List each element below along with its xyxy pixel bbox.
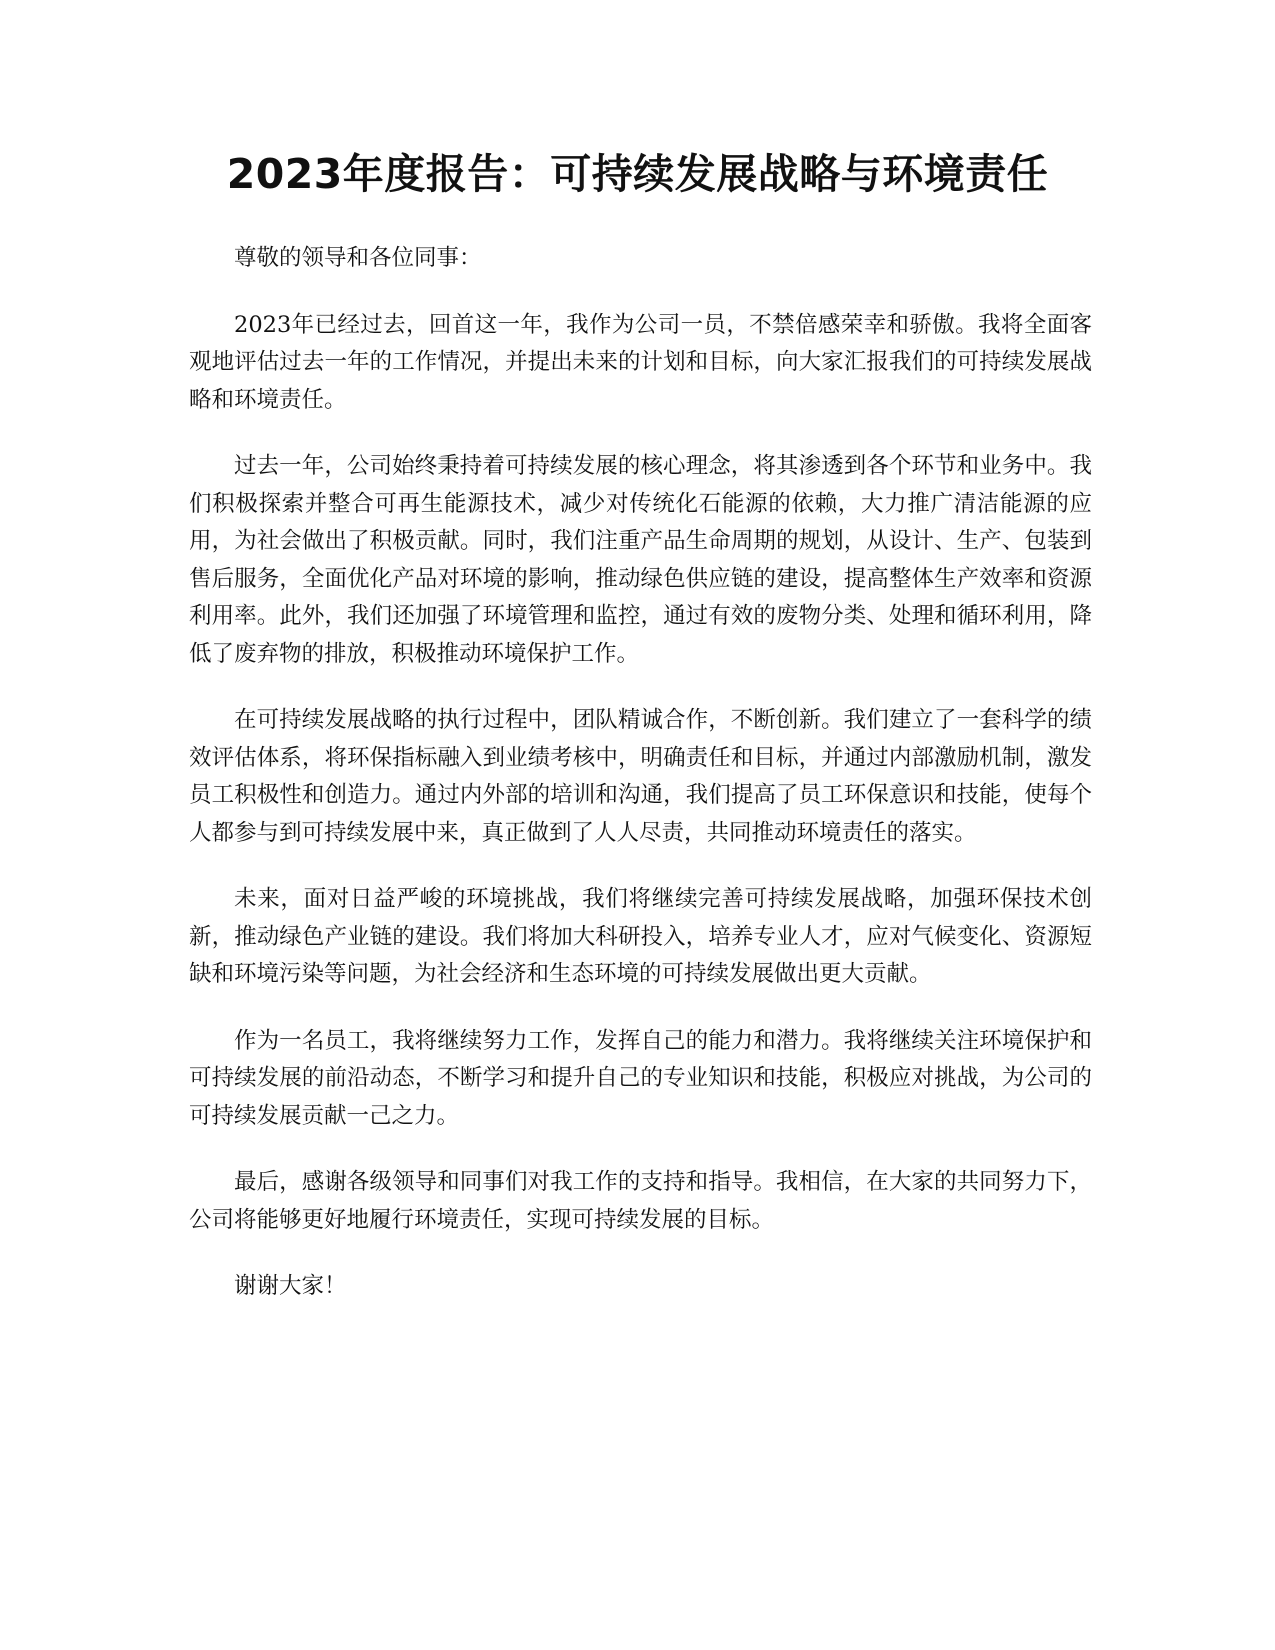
document-body — [189, 240, 1092, 1335]
paragraph-personal: 作为一名员工，我将继续努力工作，发挥自己的能力和潜力。我将继续关注环境保护和可持续发展的前沿动态，不断学习和提升自己的专业知识和技能，积极应对挑战，为公司的可持续发展贡献一己之力。 — [189, 1027, 1092, 1129]
paragraph-thanks: 最后，感谢各级领导和同事们对我工作的支持和指导。我相信，在大家的共同努力下，公司将能够更好地履行环境责任，实现可持续发展的目标。 — [189, 1169, 1092, 1233]
paragraph-execution: 在可持续发展战略的执行过程中，团队精诚合作，不断创新。我们建立了一套科学的绩效评估体系，将环保指标融入到业绩考核中，明确责任和目标，并通过内部激励机制，激发员工积极性和创造力。通过内外部的培训和沟通，我们提高了员工环保意识和技能，使每个人都参与到可持续发展中来，真正做到了人人尽责，共同推动环境责任的落实。 — [189, 707, 1092, 846]
paragraph-past-year: 过去一年，公司始终秉持着可持续发展的核心理念，将其渗透到各个环节和业务中。我们积极探索并整合可再生能源技术，减少对传统化石能源的依赖，大力推广清洁能源的应用，为社会做出了积极贡献。同时，我们注重产品生命周期的规划，从设计、生产、包装到售后服务，全面优化产品对环境的影响，推动绿色供应链的建设，提高整体生产效率和资源利用率。此外，我们还加强了环境管理和监控，通过有效的废物分类、处理和循环利用，降低了废弃物的排放，积极推动环境保护工作。 — [189, 453, 1092, 667]
paragraph-intro: 2023年已经过去，回首这一年，我作为公司一员，不禁倍感荣幸和骄傲。我将全面客观地评估过去一年的工作情况，并提出未来的计划和目标，向大家汇报我们的可持续发展战略和环境责任。 — [189, 311, 1092, 413]
document-title: 2023年度报告：可持续发展战略与环境责任 — [226, 150, 1049, 198]
closing: 谢谢大家！ — [234, 1273, 347, 1299]
paragraph-future: 未来，面对日益严峻的环境挑战，我们将继续完善可持续发展战略，加强环保技术创新，推动绿色产业链的建设。我们将加大科研投入，培养专业人才，应对气候变化、资源短缺和环境污染等问题，为社会经济和生态环境的可持续发展做出更大贡献。 — [189, 886, 1092, 987]
salutation: 尊敬的领导和各位同事： — [234, 245, 482, 271]
